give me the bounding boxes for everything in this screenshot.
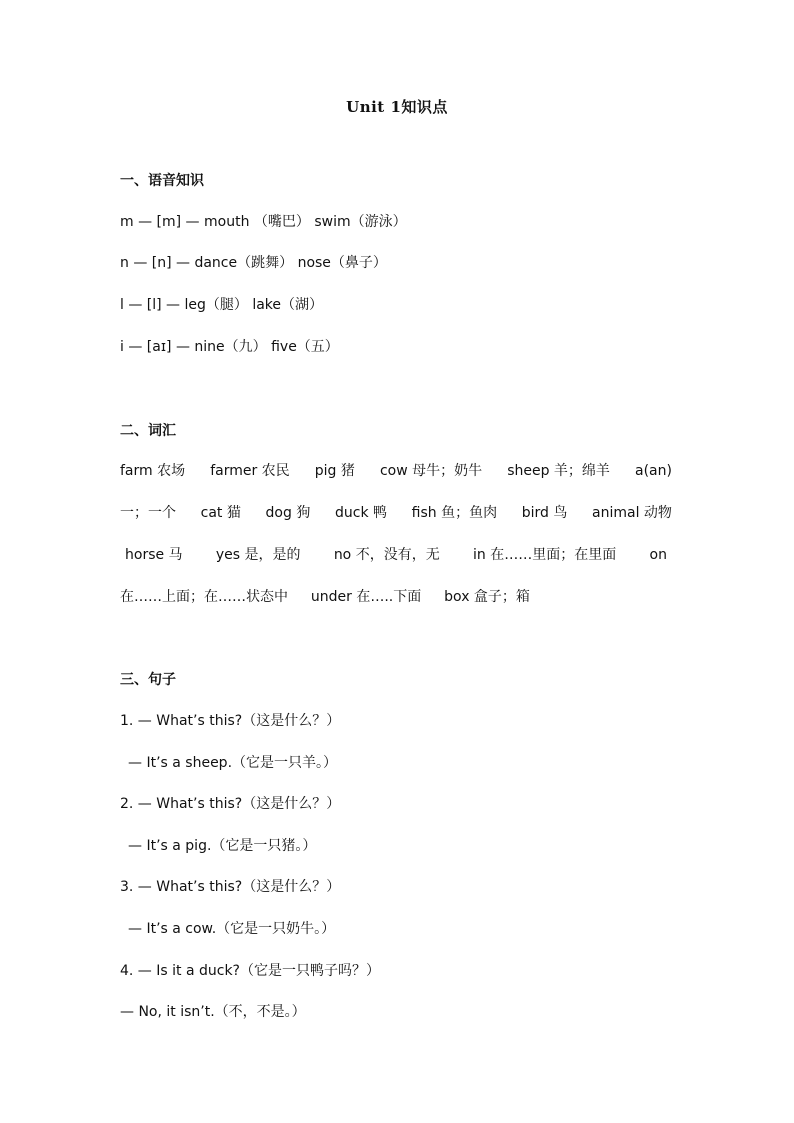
- vocab-item: duck 鸭: [334, 505, 387, 521]
- vocab-item: cow 母牛；奶牛: [379, 463, 483, 479]
- vocabulary-line: [125, 545, 667, 565]
- vocabulary-line: [120, 587, 530, 607]
- vocab-item: pig 猪: [314, 463, 355, 479]
- vocab-item: fish 鱼；鱼肉: [411, 505, 498, 521]
- sentence-line: 2. — What’s this?（这是什么？）: [120, 796, 341, 812]
- sentence-line: — It’s a pig.（它是一只猪。）: [128, 838, 317, 854]
- sentence-line: — It’s a cow.（它是一只奶牛。）: [128, 921, 336, 937]
- vocab-item: a(an): [635, 463, 672, 479]
- phonics-line: l — [l] — leg（腿） lake（湖）: [120, 297, 324, 313]
- sentence-line: 3. — What’s this?（这是什么？）: [120, 879, 341, 895]
- vocab-item: sheep 羊；绵羊: [507, 463, 610, 479]
- vocab-item: farm 农场: [120, 463, 186, 479]
- sentences-heading: 三、句子: [120, 672, 176, 688]
- phonics-line: i — [aɪ] — nine（九） five（五）: [120, 339, 339, 355]
- vocab-item: 在……上面；在……状态中: [120, 589, 288, 605]
- vocabulary-line: [120, 503, 672, 523]
- vocab-item: animal 动物: [592, 505, 672, 521]
- vocabulary-heading: 二、词汇: [120, 423, 176, 439]
- vocab-item: bird 鸟: [521, 505, 568, 521]
- vocab-item: in 在……里面；在里面: [473, 547, 617, 563]
- vocab-item: farmer 农民: [210, 463, 290, 479]
- vocab-item: box 盒子；箱: [444, 589, 530, 605]
- vocab-item: cat 猫: [200, 505, 241, 521]
- vocab-item: horse 马: [125, 547, 183, 563]
- sentence-line: 1. — What’s this?（这是什么？）: [120, 713, 341, 729]
- phonics-heading: 一、语音知识: [120, 173, 204, 189]
- vocab-item: on: [649, 547, 667, 563]
- vocabulary-line: [120, 461, 672, 481]
- vocab-item: under 在…..下面: [310, 589, 422, 605]
- vocab-item: yes 是，是的: [215, 547, 301, 563]
- sentence-line: 4. — Is it a duck?（它是一只鸭子吗？）: [120, 963, 380, 979]
- vocab-item: no 不，没有，无: [333, 547, 440, 563]
- vocab-item: 一；一个: [120, 505, 176, 521]
- sentence-line: — No, it isn’t.（不，不是。）: [120, 1004, 306, 1020]
- page-title: Unit 1知识点: [346, 98, 448, 116]
- sentence-line: — It’s a sheep.（它是一只羊。）: [128, 755, 338, 771]
- phonics-line: n — [n] — dance（跳舞） nose（鼻子）: [120, 255, 387, 271]
- vocab-item: dog 狗: [265, 505, 311, 521]
- phonics-line: m — [m] — mouth （嘴巴） swim（游泳）: [120, 214, 407, 230]
